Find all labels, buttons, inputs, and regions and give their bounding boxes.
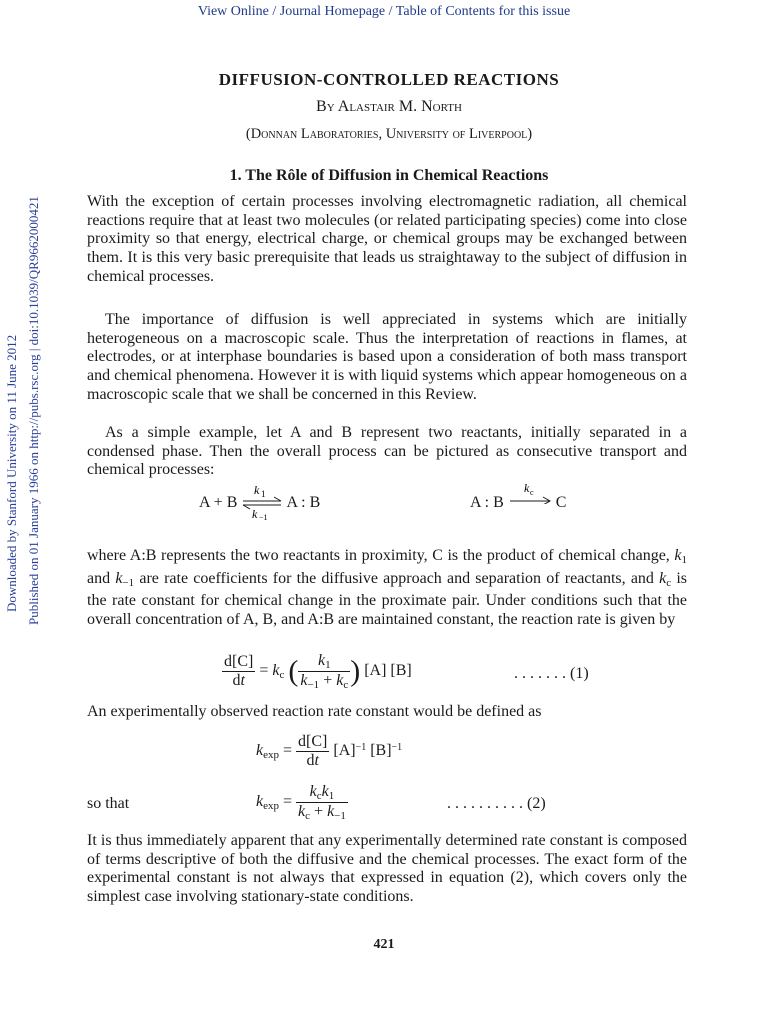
svg-text:k: k (523, 484, 530, 496)
paragraph-5: An experimentally observed reaction rate constant would be defined as (87, 703, 542, 720)
svg-text:k: k (252, 507, 258, 521)
author-affiliation: (Donnan Laboratories, University of Liverpool) (245, 126, 533, 142)
paragraph-4: where A:B represents the two reactants in proximity, C is the product of chemical change, $k_1$ and $k_{-1}$ are rate coefficients for the diffusive approach and separation of reactants, and $k_c$ is the rate constant for chemical change in the proximate pair. Under conditions such that the overall concentration of A, B, and A:B are maintained constant, the reaction rate is given by (87, 547, 688, 629)
article-author: By Alastair M. North (316, 98, 462, 115)
equation-1: $\frac{d[C]}{dt}$ = $k_c$ ( $\frac{k_1}{k_{-1} + k_c}$ ) [A] [B] (224, 652, 412, 691)
paragraph-1: With the exception of certain processes involving electromagnetic radiation, all chemical reactions require that at least two molecules (or related participating species) come into close proximity so that energy, electrical charge, or chemical groups may be exchanged between them. It is this very basic prerequisite that leads us straightaway to the subject of diffusion in chemical processes. (87, 193, 687, 285)
article-title: DIFFUSION-CONTROLLED REACTIONS (218, 70, 560, 89)
header-links[interactable]: View Online / Journal Homepage / Table of Contents for this issue (197, 4, 571, 19)
paragraph-2: The importance of diffusion is well appreciated in systems which are initially heterogeneous on a macroscopic scale. Thus the interpretation of reactions in flames, at electrodes, or at interphase boundaries is based upon a consideration of both mass transport and chemical phenomena. However it is with liquid systems which appear homogeneous on a macroscopic scale that we shall be concerned in this Review. (87, 311, 687, 403)
section-heading: 1. The Rôle of Diffusion in Chemical Reactions (229, 167, 549, 184)
svg-text:−1: −1 (259, 513, 268, 521)
paragraph-6: It is thus immediately apparent that any experimentally determined rate constant is composed of terms descriptive of both the diffusive and the chemical processes. The exact form of the experimental constant is not always that expressed in equation (2), which covers only the simplest case involving stationary-state conditions. (87, 832, 687, 906)
equation-kexp-definition: $k_{exp}$ = $\frac{d[C]}{dt}$ $[A]^{-1}$ $[B]^{-1}$ (256, 733, 403, 769)
equation-2-number: . . . . . . . . . . (2) (447, 795, 546, 812)
equation-1-number: . . . . . . . (1) (514, 665, 589, 682)
downloaded-note: Downloaded by Stanford University on 11 June 2012 (4, 334, 19, 612)
equation-2: $k_{exp}$ = $\frac{k_ck_1}{k_c + k_{-1}}$ (256, 783, 346, 822)
reaction-scheme-chemical: A : B k c C (470, 494, 566, 512)
published-note[interactable]: Published on 01 January 1966 on http://pubs.rsc.org | doi:10.1039/QR9662000421 (26, 196, 41, 625)
page-number: 421 (373, 937, 395, 952)
reaction-scheme-equilibrium: A + B k 1 k −1 A : B (199, 494, 320, 512)
paragraph-3: As a simple example, let A and B represent two reactants, initially separated in a condensed phase. Then the overall process can be pictured as consecutive transport and chemical processes: (87, 424, 687, 479)
so-that-label: so that (87, 795, 130, 812)
svg-text:k: k (254, 486, 260, 498)
svg-text:1: 1 (261, 489, 266, 500)
svg-text:c: c (529, 488, 534, 498)
